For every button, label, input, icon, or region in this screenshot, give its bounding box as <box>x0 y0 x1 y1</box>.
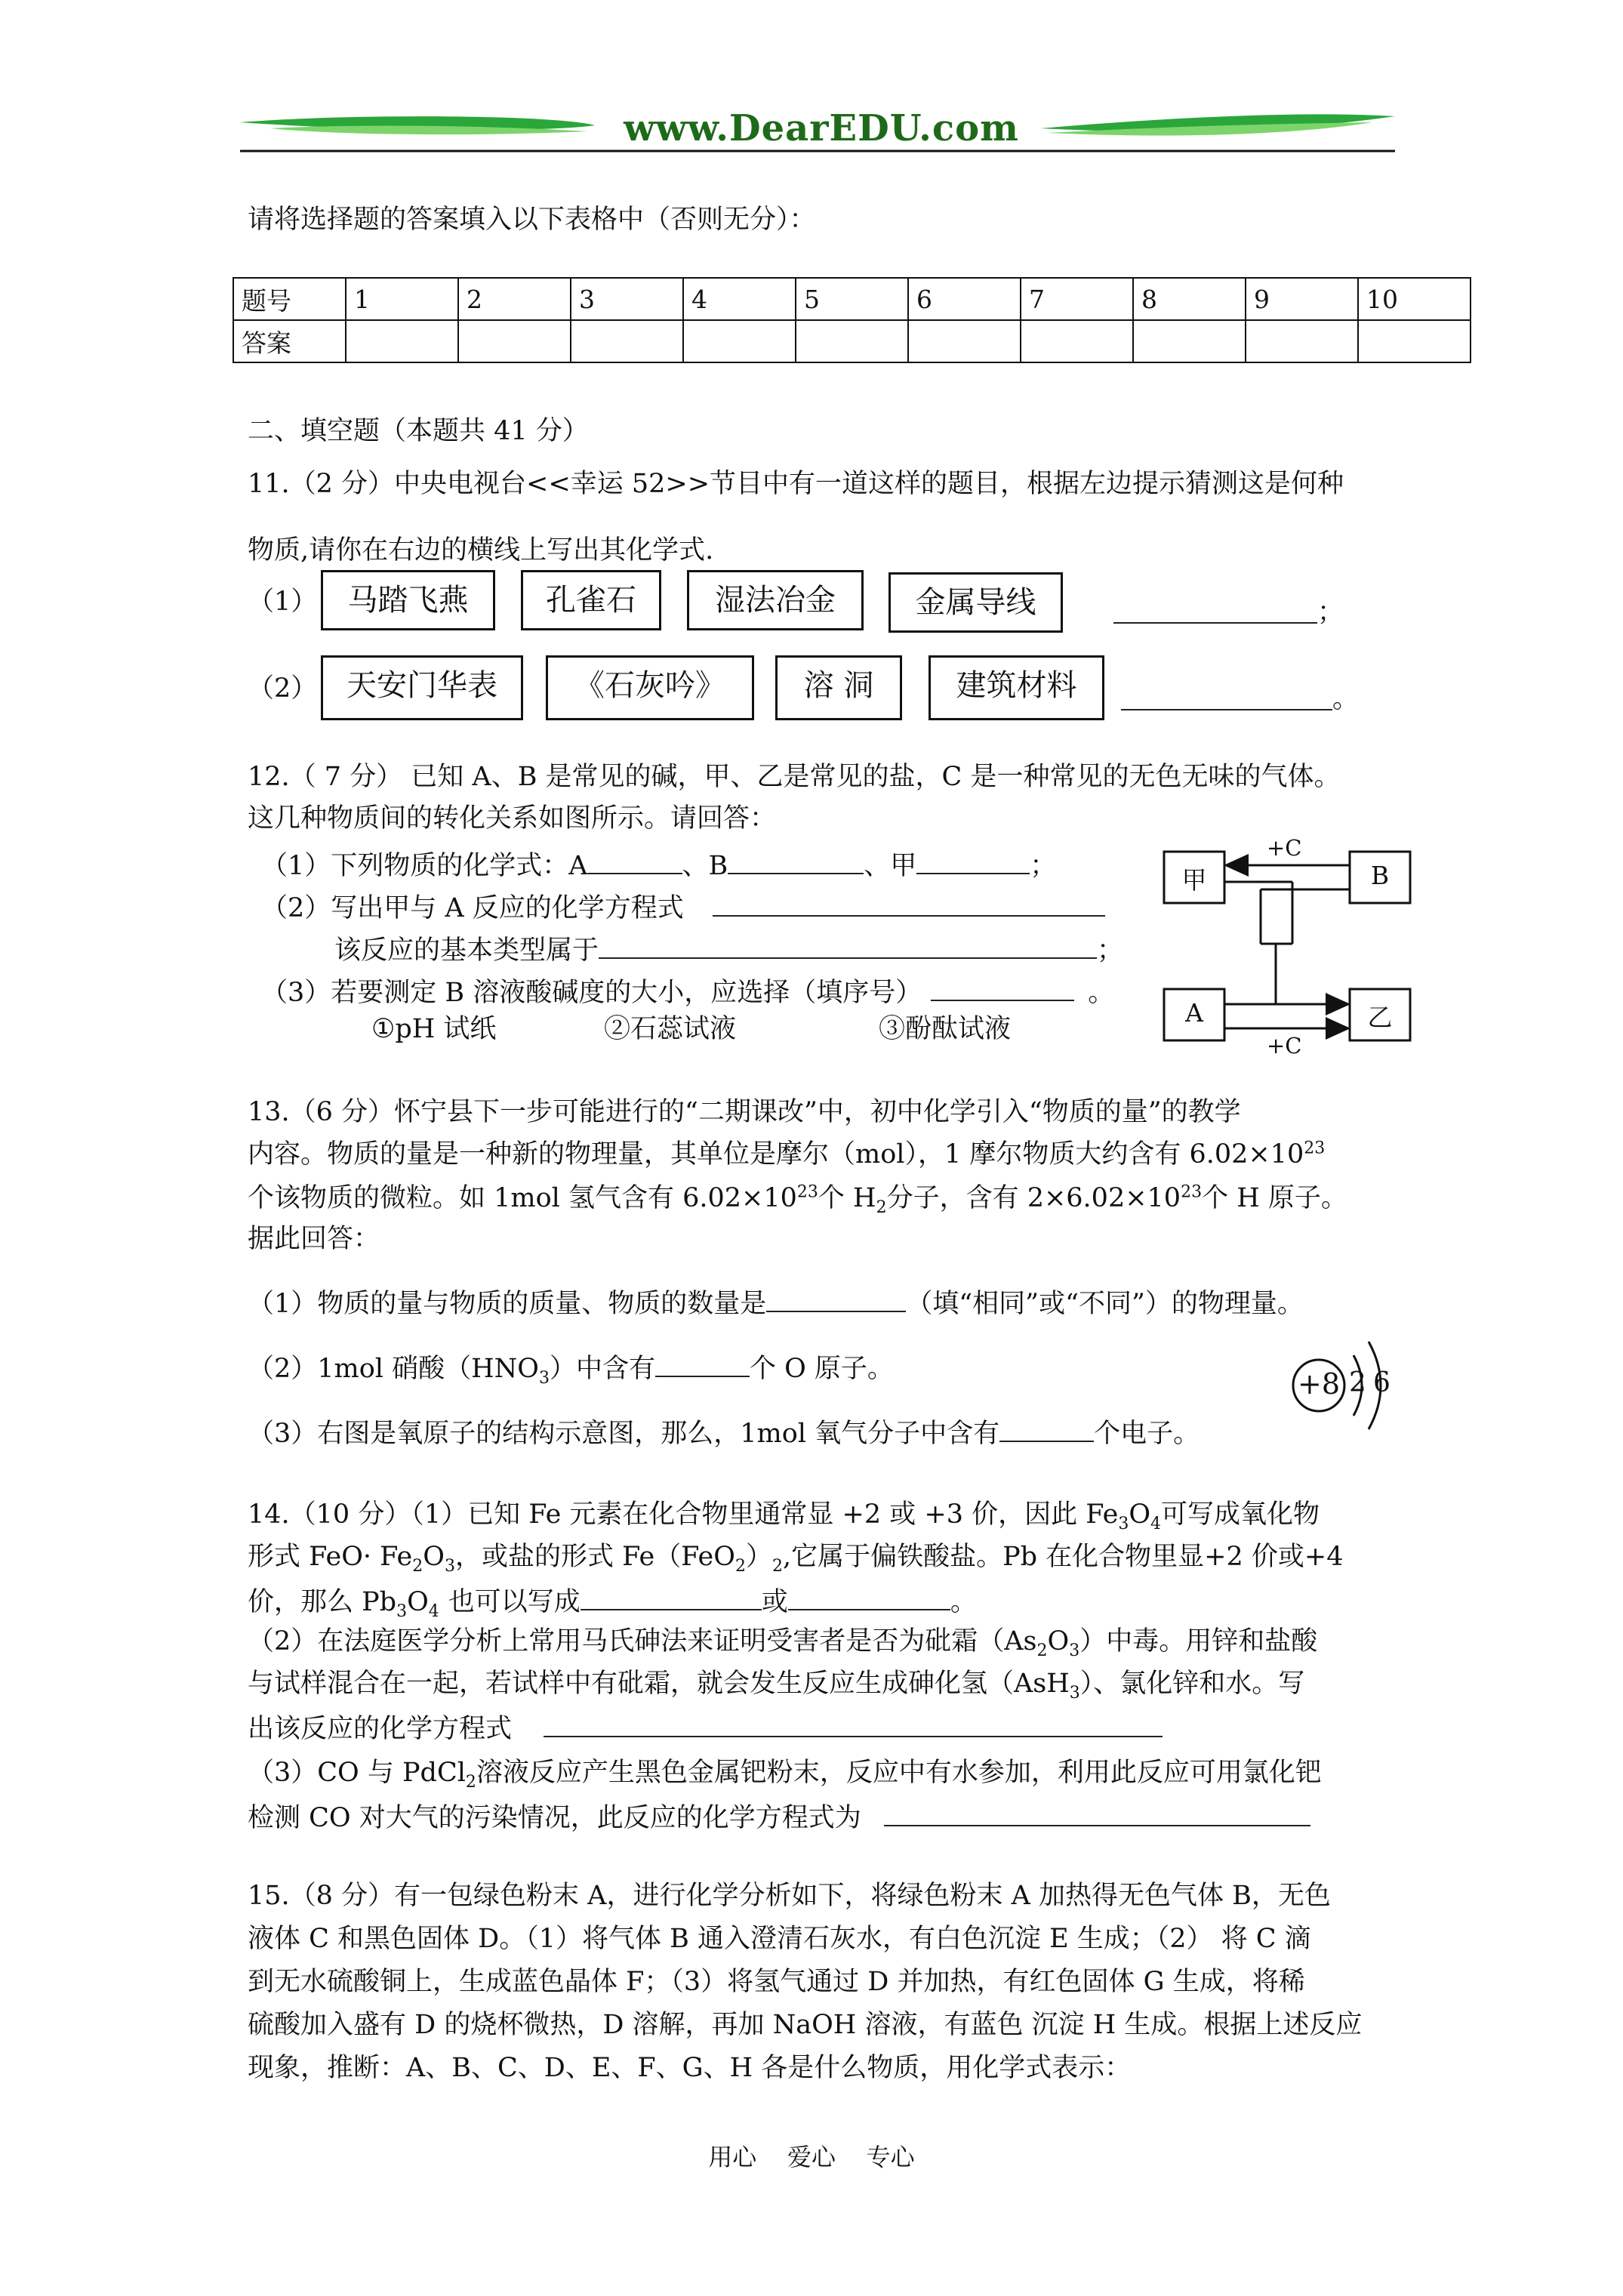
subscript: 2 <box>412 1557 423 1576</box>
table-cell: 10 <box>1358 278 1471 320</box>
q14-line3 <box>248 1583 977 1621</box>
subscript: 4 <box>428 1602 439 1621</box>
q12-line1: 12.（ 7 分） 已知 A、B 是常见的碱，甲、乙是常见的盐，C 是一种常见的无色无味的气体。 <box>248 762 1341 792</box>
answer-cell[interactable] <box>1133 320 1246 362</box>
answer-blank-jia[interactable] <box>916 847 1030 874</box>
diagram-label-plus-c: +C <box>1267 835 1302 861</box>
exponent: 23 <box>1181 1182 1203 1202</box>
subscript: 2 <box>876 1198 887 1217</box>
q12-part1-b: 、B <box>682 851 728 881</box>
q12-part1-a: （1）下列物质的化学式：A <box>261 851 588 881</box>
co-equation-blank[interactable] <box>884 1799 1310 1826</box>
pb-oxide-form-blank[interactable] <box>581 1583 762 1610</box>
q15-line4: 硫酸加入盛有 D 的烧杯微热，D 溶解，再加 NaOH 溶液，有蓝色 沉淀 H 生成。根据上述反应 <box>248 2010 1363 2040</box>
equation-blank[interactable] <box>713 889 1105 917</box>
q11-row1-num: （1） <box>248 587 318 617</box>
q13-part2-a: （2）1mol 硝酸（HNO <box>248 1354 539 1384</box>
answer-cell[interactable] <box>1358 320 1471 362</box>
q13-part3-a: （3）右图是氧原子的结构示意图，那么，1mol 氧气分子中含有 <box>248 1419 1000 1449</box>
q12-option1: ①pH 试纸 <box>371 1014 497 1044</box>
q15-line5: 现象，推断：A、B、C、D、E、F、G、H 各是什么物质，用化学式表示： <box>248 2053 1132 2083</box>
answer-cell[interactable] <box>796 320 908 362</box>
exponent: 23 <box>1304 1139 1326 1158</box>
subscript: 2 <box>735 1557 746 1576</box>
site-title: www.DearEDU.com <box>624 107 1019 149</box>
q11-clue-box: 建筑材料 <box>929 655 1104 720</box>
q13-part2-b: ）中含有 <box>549 1354 655 1384</box>
q12-part2b <box>334 932 1123 966</box>
conversion-diagram <box>1163 831 1419 1065</box>
table-cell: 9 <box>1246 278 1358 320</box>
table-cell: 1 <box>346 278 458 320</box>
q11-line2: 物质,请你在右边的横线上写出其化学式. <box>248 535 714 566</box>
answer-cell[interactable] <box>1021 320 1133 362</box>
subscript: 2 <box>465 1773 476 1792</box>
table-cell: 8 <box>1133 278 1246 320</box>
q11-clue-box: 《石灰吟》 <box>546 655 754 720</box>
q15-line3: 到无水硫酸铜上，生成蓝色晶体 F；（3）将氢气通过 D 并加热，有红色固体 G 生成，将稀 <box>248 1967 1305 1997</box>
q13-line3-c: 分子，含有 2×6.02×10 <box>886 1183 1181 1213</box>
subscript: 2 <box>771 1557 783 1576</box>
answer-cell[interactable] <box>1246 320 1358 362</box>
arsine-equation-blank[interactable] <box>544 1710 1163 1737</box>
q14-l3-a: 价，那么 Pb <box>248 1587 397 1617</box>
instruction-text: 请将选择题的答案填入以下表格中（否则无分）： <box>248 205 816 235</box>
q13-part2 <box>248 1350 894 1388</box>
header-banner <box>240 106 1395 159</box>
table-row-answers <box>233 320 1471 362</box>
q11-answer-blank[interactable] <box>1121 683 1332 710</box>
o-atoms-blank[interactable] <box>655 1350 750 1377</box>
atom-shell2-electrons: 6 <box>1373 1367 1390 1398</box>
punct: ； <box>1030 851 1057 881</box>
q13-line3-b: 个 H <box>818 1183 876 1213</box>
q12-part2-b: 该反应的基本类型属于 <box>334 935 599 966</box>
q13-line1: 13.（6 分）怀宁县下一步可能进行的“二期课改”中，初中化学引入“物质的量”的教学 <box>248 1097 1241 1127</box>
punct: 。 <box>1088 978 1115 1008</box>
diagram-node-jia: 甲 <box>1181 865 1207 895</box>
indicator-blank[interactable] <box>931 974 1074 1001</box>
q11-clue-box: 马踏飞燕 <box>321 570 495 630</box>
q11-clue-box: 天安门华表 <box>321 655 523 720</box>
q12-part2-a: （2）写出甲与 A 反应的化学方程式 <box>261 893 684 923</box>
q14-l5-a: 与试样混合在一起，若试样中有砒霜，就会发生反应生成砷化氢（AsH <box>248 1669 1070 1699</box>
q14-l4-c: ）中毒。用锌和盐酸 <box>1079 1626 1318 1657</box>
subscript: 2 <box>1036 1641 1048 1660</box>
electrons-blank[interactable] <box>999 1415 1094 1442</box>
q14-l1-c: 可写成氧化物 <box>1161 1499 1320 1530</box>
answer-cell[interactable] <box>908 320 1021 362</box>
answer-cell[interactable] <box>571 320 683 362</box>
q12-option2: ②石蕊试液 <box>604 1014 737 1044</box>
same-different-blank[interactable] <box>766 1285 906 1312</box>
q11-clue-box: 孔雀石 <box>521 570 661 630</box>
q14-l2-a: 形式 FeO· Fe <box>248 1542 413 1572</box>
q11-row2-num: （2） <box>248 673 318 704</box>
subscript: 4 <box>1150 1515 1162 1533</box>
q14-l8: 检测 CO 对大气的污染情况，此反应的化学方程式为 <box>248 1803 861 1833</box>
q13-part1-a: （1）物质的量与物质的质量、物质的数量是 <box>248 1289 767 1319</box>
diagram-node-a: A <box>1185 998 1203 1028</box>
q12-part3 <box>261 974 1114 1009</box>
q13-line3-a: 个该物质的微粒。如 1mol 氢气含有 6.02×10 <box>248 1183 797 1213</box>
q13-part1 <box>248 1285 1304 1320</box>
q14-line4 <box>248 1626 1318 1660</box>
q12-part2 <box>261 889 1105 924</box>
reaction-type-blank[interactable] <box>599 932 1097 959</box>
q12-line2: 这几种物质间的转化关系如图所示。请回答： <box>248 803 777 834</box>
q12-part1-c: 、甲 <box>864 851 917 881</box>
diagram-label-plus-c: +C <box>1267 1033 1302 1059</box>
table-cell-label: 答案 <box>233 320 346 362</box>
answer-cell[interactable] <box>458 320 571 362</box>
q14-l2-d: ） <box>745 1542 772 1572</box>
q14-l5-b: ）、氯化锌和水。写 <box>1079 1669 1305 1699</box>
subscript: 3 <box>396 1602 408 1621</box>
table-cell: 2 <box>458 278 571 320</box>
q14-l3-c: 也可以写成 <box>448 1587 581 1617</box>
q11-clue-box: 金属导线 <box>888 572 1063 633</box>
page-footer: 用心 爱心 专心 <box>708 2143 915 2171</box>
subscript: 3 <box>538 1369 550 1388</box>
table-cell: 5 <box>796 278 908 320</box>
q14-line1 <box>248 1499 1320 1533</box>
q13-part2-c: 个 O 原子。 <box>749 1354 894 1384</box>
q14-line2 <box>248 1541 1344 1576</box>
q12-option3: ③酚酞试液 <box>879 1014 1012 1044</box>
q14-line7 <box>248 1757 1322 1792</box>
q11-row1-end: ； <box>1317 597 1344 627</box>
section-title: 二、填空题（本题共 41 分） <box>248 416 589 446</box>
q14-l4-b: O <box>1047 1626 1070 1657</box>
subscript: 3 <box>1069 1641 1080 1660</box>
q14-line8 <box>248 1799 1310 1834</box>
answer-cell[interactable] <box>683 320 796 362</box>
exponent: 23 <box>796 1182 818 1202</box>
subscript: 3 <box>1069 1684 1080 1703</box>
table-row-numbers <box>233 278 1471 320</box>
table-cell: 6 <box>908 278 1021 320</box>
q11-line1: 11.（2 分）中央电视台<<幸运 52>>节目中有一道这样的题目，根据左边提示猜测这是何种 <box>248 469 1344 499</box>
q14-l3-b: O <box>407 1587 429 1617</box>
q14-l1-a: 14.（10 分）（1）已知 Fe 元素在化合物里通常显 +2 或 +3 价，因此 Fe <box>248 1499 1119 1530</box>
q14-l2-c: ，或盐的形式 Fe（FeO <box>454 1542 735 1572</box>
q13-line2 <box>248 1139 1325 1170</box>
answer-cell[interactable] <box>346 320 458 362</box>
q14-l7-a: （3）CO 与 PdCl <box>248 1758 466 1788</box>
table-cell: 7 <box>1021 278 1133 320</box>
q15-line1: 15.（8 分）有一包绿色粉末 A，进行化学分析如下，将绿色粉末 A 加热得无色气体 B，无色 <box>248 1881 1331 1911</box>
q14-l7-b: 溶液反应产生黑色金属钯粉末，反应中有水参加，利用此反应可用氯化钯 <box>476 1758 1322 1788</box>
q13-part1-b: （填“相同”或“不同”）的物理量。 <box>906 1289 1304 1319</box>
q13-part3-b: 个电子。 <box>1094 1419 1200 1449</box>
answer-blank-a[interactable] <box>588 847 682 874</box>
q14-l6: 出该反应的化学方程式 <box>248 1714 513 1744</box>
q12-part1 <box>261 847 1056 882</box>
q13-line4: 据此回答： <box>248 1224 380 1254</box>
q15-line2: 液体 C 和黑色固体 D。（1）将气体 B 通入澄清石灰水，有白色沉淀 E 生成；（2） 将 C 滴 <box>248 1924 1311 1954</box>
q14-l2-e: ,它属于偏铁酸盐。Pb 在化合物里显+2 价或+4 <box>782 1542 1344 1572</box>
table-cell: 4 <box>683 278 796 320</box>
answer-table <box>233 277 1471 363</box>
punct: ； <box>1097 935 1124 966</box>
pb-salt-form-blank[interactable] <box>788 1583 950 1610</box>
q14-l4-a: （2）在法庭医学分析上常用马氏砷法来证明受害者是否为砒霜（As <box>248 1626 1037 1657</box>
q14-l3-e: 。 <box>950 1587 977 1617</box>
q13-line2-text: 内容。物质的量是一种新的物理量，其单位是摩尔（mol），1 摩尔物质大约含有 6.02×10 <box>248 1139 1304 1170</box>
atom-shell1-electrons: 2 <box>1349 1367 1366 1398</box>
q14-line5 <box>248 1668 1305 1703</box>
subscript: 3 <box>444 1557 455 1576</box>
subscript: 3 <box>1118 1515 1129 1533</box>
q14-l3-d: 或 <box>761 1587 788 1617</box>
table-cell-label: 题号 <box>233 278 346 320</box>
answer-blank-b[interactable] <box>728 847 864 874</box>
q14-l2-b: O <box>423 1542 445 1572</box>
diagram-node-yi: 乙 <box>1367 1003 1393 1032</box>
q13-part3 <box>248 1415 1200 1450</box>
q11-clue-box: 湿法冶金 <box>687 570 864 630</box>
q12-part3-text: （3）若要测定 B 溶液酸碱度的大小，应选择（填序号） <box>261 978 922 1008</box>
diagram-node-b: B <box>1370 861 1390 890</box>
atom-nucleus-charge: +8 <box>1297 1367 1341 1401</box>
q11-answer-blank[interactable] <box>1113 596 1317 624</box>
q13-line3 <box>248 1182 1347 1217</box>
q11-clue-box: 溶 洞 <box>775 655 902 720</box>
q11-row2-end: 。 <box>1332 684 1360 714</box>
q14-line6 <box>248 1710 1163 1745</box>
table-cell: 3 <box>571 278 683 320</box>
q13-line3-d: 个 H 原子。 <box>1202 1183 1347 1213</box>
q14-l1-b: O <box>1129 1499 1151 1530</box>
oxygen-atom-diagram <box>1280 1325 1408 1446</box>
